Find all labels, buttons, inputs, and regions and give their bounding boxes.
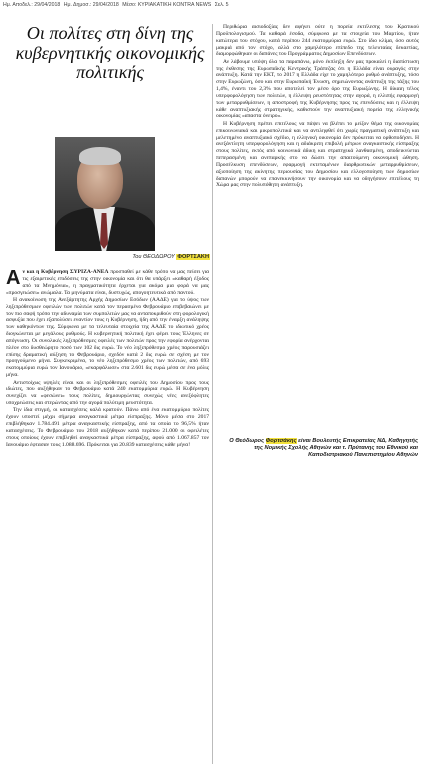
meta-page: Σελ. 5 bbox=[214, 2, 229, 8]
meta-media: Μέσο: ΚΥΡΙΑΚΑΤΙΚΗ ΚONTRA NEWS bbox=[122, 2, 212, 8]
lead-bold-text: ν και η Κυβέρνηση ΣΥΡΙΖΑ-ΑΝΕΛ bbox=[22, 269, 109, 275]
bio-text: είναι Βουλευτής Επικρατείας ΝΔ, Καθηγητής της Νομικής Σχολής Αθηνών και τ. Πρύτανης του Εθνικού και Καποδιστριακού Πανεπιστημίου Αθηνών bbox=[254, 438, 418, 459]
bio-author-name: Φορτσάκης bbox=[265, 438, 297, 444]
clipping-metadata bbox=[3, 2, 423, 8]
paragraph: Αν λάβουμε υπόψη όλα τα παραπάνω, μόνο έκπληξη δεν μας προκαλεί η διαπίστωση της έκθεσης της Ευρωπαϊκής Κεντρικής Τράπεζας ότι η Ελλάδα είναι ουραγός στην ανάπτυξη. Κατά την ΕΚΤ, το 2017 η Ελλάδα είχε το χαμηλότερο ρυθμό ανάπτυξης, τόσο στην Ευρωζώνη, όσο και στην Ευρωπαϊκή Ένωση, σημειώνοντας ανάπτυξη της τάξης του 1,4%, έναντι του 2,3% που αποτελεί τον μέσο όρο της Ευρωζώνης. Η δίκαιη τέλος υπερφορολόγηση των πολιτών, η έλλειψη ρευστότητας στην αγορά, η ελλιπής εφαρμογή των μεταρρυθμίσεων, η αποστροφή της Κυβέρνησης προς τις επενδύσεις και η έλλειψη κάθε αναπτυξιακής στρατηγικής, καθιστούν την αναπτυξιακή πορεία της ελληνικής οικονομίας «απαστα όνειρο». bbox=[216, 58, 419, 120]
lead-paragraph bbox=[6, 269, 209, 296]
author-bio bbox=[220, 438, 418, 460]
byline-author-name: ΦΟΡΤΣΑΚΗ bbox=[177, 254, 209, 260]
paragraph: Περιθώρια αισιοδοξίας δεν αφήνει ούτε η πορεία εκτέλεσης του Κρατικού Προϋπολογισμού. Τα καθαρά έσοδα, σύμφωνα με τα στοιχεία του Μαρτίου, ήταν κατώτερα του στόχου, κατά περίπου 244 εκατομμύρια ευρώ. Στο ίδιο κλίμα, όσο αυτός μακριά από τον στόχο, αλλά στο χαμηλότερο επίπεδο της τελευταίας δεκαετίας, διαμορφώθηκαν οι δαπάνες του Προγράμματος Δημοσίων Επενδύσεων. bbox=[216, 24, 419, 58]
paragraph: Την ίδια στιγμή, οι κατασχέσεις καλά κρατούν. Πάνω από ένα εκατομμύριο πολίτες έχουν υποστεί μέχρι σήμερα αναγκαστικά μέτρα είσπραξης. Μόνο μέσα στο 2017 επιβλήθηκαν 1.784.491 μέτρα αναγκαστικής είσπραξης, από τα οποία το 96,5% ήταν κατασχέσεις. Το Φεβρουάριο του 2018 αυξήθηκαν κατά περίπου 21.000 οι οφειλέτες στους οποίους έχουν επιβληθεί αναγκαστικά μέτρα είσπραξης, αφού από 1.067.857 τον Ιανουάριο έφτασαν τους 1.088.696. Πρόκειται για 20.839 κατασχέσεις κάθε μήνα! bbox=[6, 407, 209, 448]
bio-prefix: Ο Θεόδωρος bbox=[229, 438, 266, 444]
article-left-column bbox=[6, 269, 209, 448]
article-right-column bbox=[216, 24, 419, 189]
paragraph: Η Κυβέρνηση πρέπει επιτέλους να πάψει να βλέπει το μείζον θέμα της οικονομίας επικοινωνιακά και μικροπολιτικά και να αντιληφθεί ότι χωρίς πραγματική ανάπτυξη και μελετημένο αναπτυξιακό σχέδιο, η ελληνική οικονομία δεν πρόκειται να ορθοποδήσει. Η ανεξάντλητη υπερφορολόγηση και η αδιάκριτη επιβολή μέτρων αναγκαστικής είσπραξης στους πολίτες, εκτός από κοινωνικά άδικη και στρατηγικά λανθασμένη, αποδεικνύεται πεπερασμένη και ανεπαρκής στο να δώσει την απαιτούμενη οικονομική ώθηση. Προσέλκυση επενδύσεων, εφαρμογή εκτεταμένων διαρθρωτικών μεταρρυθμίσεων, αξιοποίηση της ακίνητης περιουσίας του Δημοσίου και ελλογοποίηση των δημοσίων δαπανών μπορούν να επανεκκινήσουν την οικονομία και να οδηγήσουν επιτέλους τη Χώρα μας στην πολυπόθητη ανάπτυξη. bbox=[216, 120, 419, 189]
byline-prefix: Του ΘΕΟΔΩΡΟΥ bbox=[132, 254, 175, 260]
paragraph: Η ανακοίνωση της Ανεξάρτητης Αρχής Δημοσίων Εσόδων (ΑΑΔΕ) για το ύψος των ληξιπρόθεσμων οφειλών των πολιτών κατά τον περασμένο Φεβρουάριο επιβεβαιώνει με τον πιο σαφή τρόπο την αδυναμία των συμπολιτών μας να ανταποκριθούν στη φορολογική ασφυξία που έχει εξαπολύσει εναντίον τους η Κυβέρνηση, ήδη από την έναρξη ανάληψης των καθηκόντων της. Σύμφωνα με τα τελευταία στοιχεία της ΑΑΔΕ το ιδιωτικό χρέος διογκώνεται με μεγάλους ρυθμούς. Η κυβερνητική πολιτική έχει φέρει τους Έλληνες σε απόγνωση. Οι συνολικές ληξιπρόθεσμες οφειλές των πολιτών προς την εφορία ανέρχονται πλέον στο δυσθεώρητο ποσό των 102 δις ευρώ. Το νέο ληξιπρόθεσμο χρέος παρουσιάζει επίσης δραματική αύξηση το Φεβρουάριο, σχεδόν κατά 2 δις ευρώ σε σχέση με τον προηγούμενο μήνα. Συγκεκριμένα, το νέο ληξιπρόθεσμο χρέος των πολιτών, από 693 εκατομμύρια ευρώ τον Ιανουάριο, «εκαρφάλωσε» στα 2.601 δις ευρώ μέσα σε ένα μόλις μήνα. bbox=[6, 296, 209, 379]
author-byline bbox=[60, 254, 210, 260]
meta-clipping-date: Ημ. Αποδελ.: 29/04/2018 bbox=[3, 2, 61, 8]
author-photo bbox=[55, 137, 155, 251]
column-divider bbox=[212, 24, 213, 764]
meta-publication-date: Ημ. Δημοσ.: 29/04/2018 bbox=[63, 2, 119, 8]
lead-text: προσπαθεί με κάθε τρόπο να μας πείσει για τις εξαιρετικές επιδόσεις της στην οικονομία και ότι θα υπάρξει «καθαρή έξοδος από τα Μνημόνια», η πραγματικότητα έρχεται για ακόμα μια φορά να μας «προσγειώσει» ανώμαλα. Τα μηνύματα είναι, δυστυχώς, απογοητευτικά από παντού. bbox=[6, 269, 209, 296]
paragraph: Αντιστοίχως υψηλές είναι και οι ληξιπρόθεσμες οφειλές του Δημοσίου προς τους ιδιώτες, που αυξήθηκαν το Φεβρουάριο κατά 240 εκατομμύρια ευρώ. Η Κυβέρνηση συνεχίζει να «φεσώνει» τους πολίτες, δημιουργώντας συνεχώς νέες ανεξόφλητες υποχρεώσεις και στερώντας από την αγορά πολύτιμη ρευστότητα. bbox=[6, 379, 209, 407]
drop-cap: Α bbox=[6, 267, 21, 289]
article-headline: Οι πολίτες στη δίνη της κυβερνητικής οικονομικής πολιτικής bbox=[15, 23, 205, 83]
